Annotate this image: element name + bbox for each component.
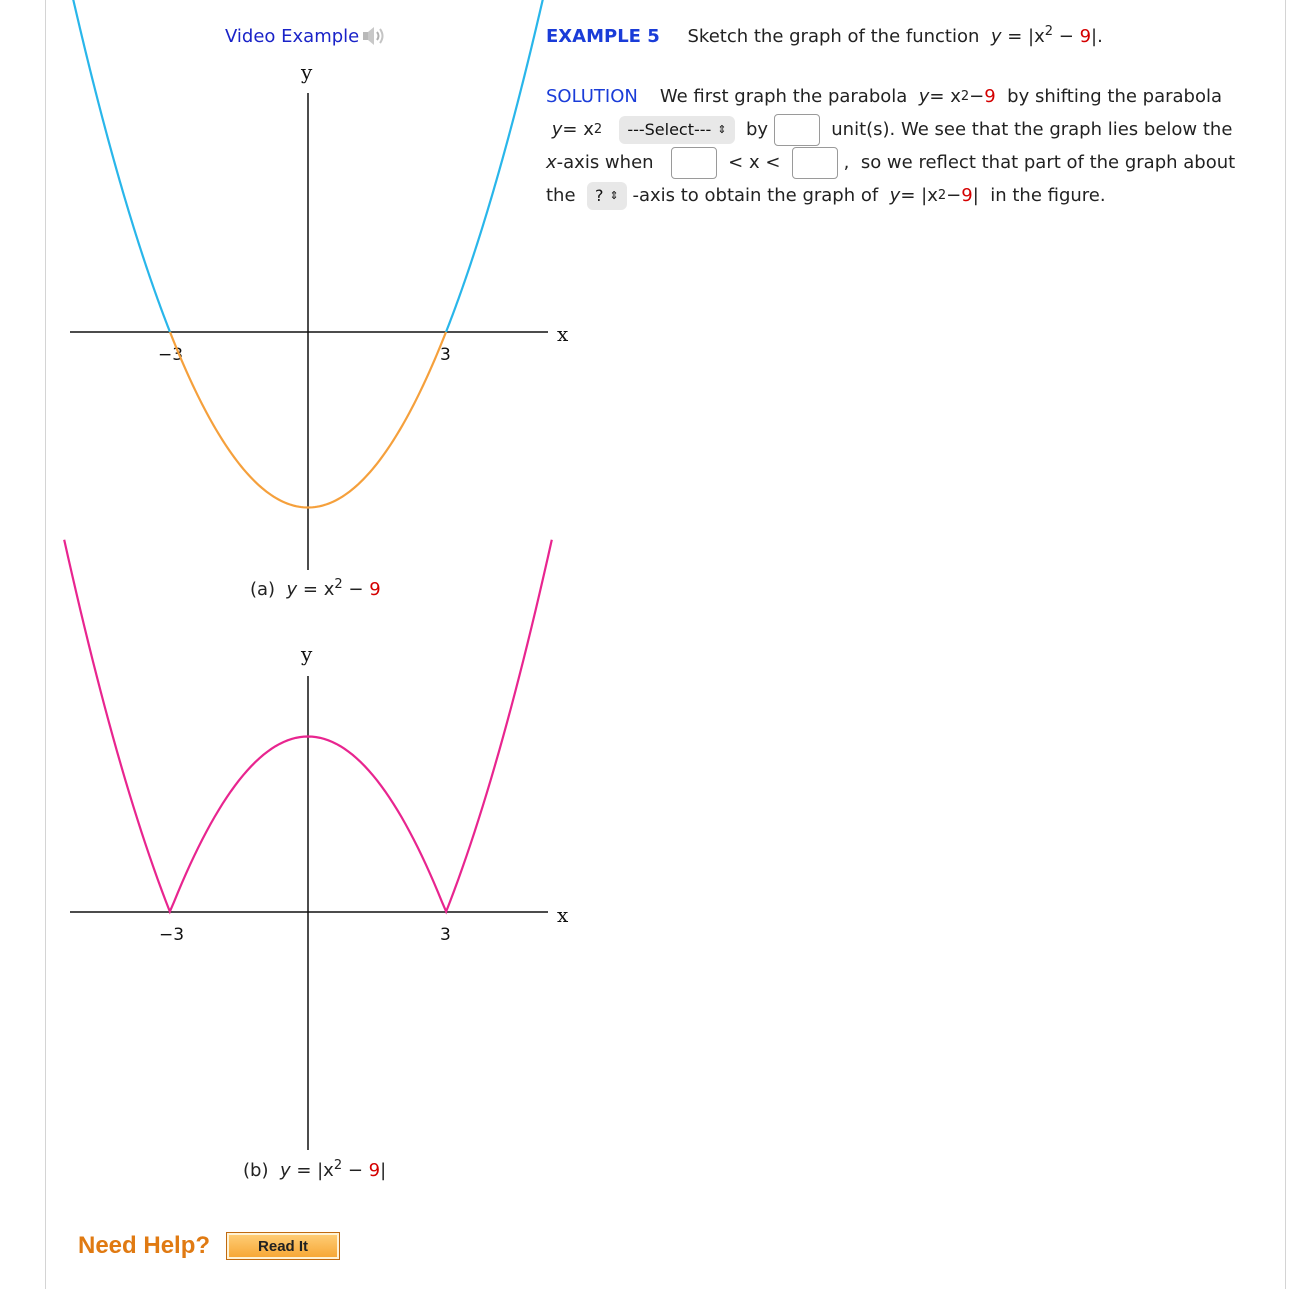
caption-exp: 2	[334, 577, 343, 592]
caption-eq: = x	[297, 579, 335, 600]
parabola-var-y: y	[918, 85, 930, 107]
tick-label-neg3: −3	[158, 345, 184, 365]
shift-units-input[interactable]	[774, 114, 820, 146]
example-func-y: y	[990, 26, 1002, 47]
graph-a	[60, 55, 580, 615]
tick-label-neg3: −3	[159, 925, 185, 945]
reflect-axis-select[interactable]	[587, 182, 627, 210]
caption-prefix: (a)	[250, 579, 276, 600]
example-tag: EXAMPLE 5	[546, 26, 660, 47]
parabola-const: 9	[984, 85, 996, 107]
base-var-y: y	[551, 118, 563, 140]
result-const: 9	[961, 184, 973, 206]
caption-const: 9	[368, 1160, 381, 1181]
solution-text: -axis when	[556, 151, 654, 173]
solution-line-3	[546, 146, 1266, 179]
caption-const: 9	[369, 579, 381, 600]
video-example-link[interactable]	[225, 25, 387, 47]
upper-bound-input[interactable]	[792, 147, 838, 179]
solution-tag: SOLUTION	[546, 85, 638, 107]
reflect-axis-value: ?	[595, 185, 604, 205]
chevron-updown-icon: ⇕	[717, 123, 727, 136]
result-var-y: y	[889, 184, 901, 206]
solution-text: unit(s). We see that the graph lies below the	[831, 118, 1233, 140]
caption-prefix: (b)	[243, 1160, 269, 1181]
caption-minus: −	[342, 579, 370, 600]
example-header	[546, 26, 1103, 47]
caption-eq: = |x	[290, 1160, 334, 1181]
speaker-icon	[361, 25, 387, 47]
parabola-minus: −	[969, 85, 985, 107]
page-right-border	[1285, 0, 1286, 1289]
result-minus: −	[946, 184, 962, 206]
graph-b-caption	[243, 1160, 386, 1181]
example-prompt: Sketch the graph of the function	[687, 26, 980, 47]
solution-line-4: the ? ⇕ -axis to obtain the graph of y = |x 2 − 9 | in the figure.	[546, 179, 1266, 212]
curve-above-axis	[446, 0, 552, 332]
graph-b	[60, 640, 580, 1200]
solution-line-2: y = x 2 ---Select--- ⇕ by unit(s). We see that the graph lies below the	[546, 113, 1266, 146]
solution-text: We first graph the parabola	[659, 85, 908, 107]
parabola-eq: = x	[929, 85, 961, 107]
shift-direction-value: ---Select---	[627, 119, 712, 139]
read-it-button[interactable]: Read It	[226, 1232, 340, 1260]
solution-text: by	[745, 118, 769, 140]
chevron-updown-icon: ⇕	[609, 189, 619, 202]
y-axis-label: y	[301, 60, 313, 84]
need-help-bar	[78, 1232, 340, 1260]
shift-direction-select[interactable]	[619, 116, 734, 144]
example-func-minus: −	[1053, 26, 1080, 47]
graph-a-caption	[250, 579, 381, 600]
comma: ,	[843, 151, 850, 173]
example-func-exp: 2	[1044, 24, 1054, 39]
x-var: x	[546, 151, 557, 173]
solution-text: so we reflect that part of the graph about	[860, 151, 1236, 173]
x-axis-label: x	[557, 903, 569, 927]
inequality: < x <	[728, 151, 781, 173]
caption-abs-close: |	[380, 1160, 387, 1181]
example-func-eq: = |x	[1001, 26, 1045, 47]
y-axis-label: y	[301, 642, 313, 666]
base-eq: = x	[562, 118, 594, 140]
solution-text: in the figure.	[990, 184, 1106, 206]
x-axis-label: x	[557, 322, 569, 346]
example-func-close: |.	[1091, 26, 1103, 47]
tick-label-3: 3	[440, 925, 451, 945]
solution-text: by shifting the parabola	[1007, 85, 1223, 107]
video-example-label: Video Example	[225, 25, 360, 47]
tick-label-3: 3	[440, 345, 451, 365]
graph-a-plot	[60, 55, 580, 575]
page-left-border	[45, 0, 46, 1289]
result-abs-close: |	[972, 184, 979, 206]
curve-above-axis	[64, 0, 170, 332]
example-func-const: 9	[1079, 26, 1092, 47]
need-help-label: Need Help?	[78, 1232, 211, 1259]
lower-bound-input[interactable]	[671, 147, 717, 179]
caption-var-y: y	[279, 1160, 291, 1181]
caption-exp: 2	[333, 1158, 343, 1173]
caption-var-y: y	[286, 579, 298, 600]
result-eq: = |x	[900, 184, 938, 206]
solution-text: the	[546, 184, 576, 206]
caption-minus: −	[342, 1160, 369, 1181]
solution-line-1: SOLUTION We first graph the parabola y = x 2 − 9 by shifting the parabola	[546, 80, 1266, 113]
graph-b-plot	[60, 640, 580, 1160]
solution-block	[546, 80, 1266, 212]
solution-text: -axis to obtain the graph of	[632, 184, 879, 206]
